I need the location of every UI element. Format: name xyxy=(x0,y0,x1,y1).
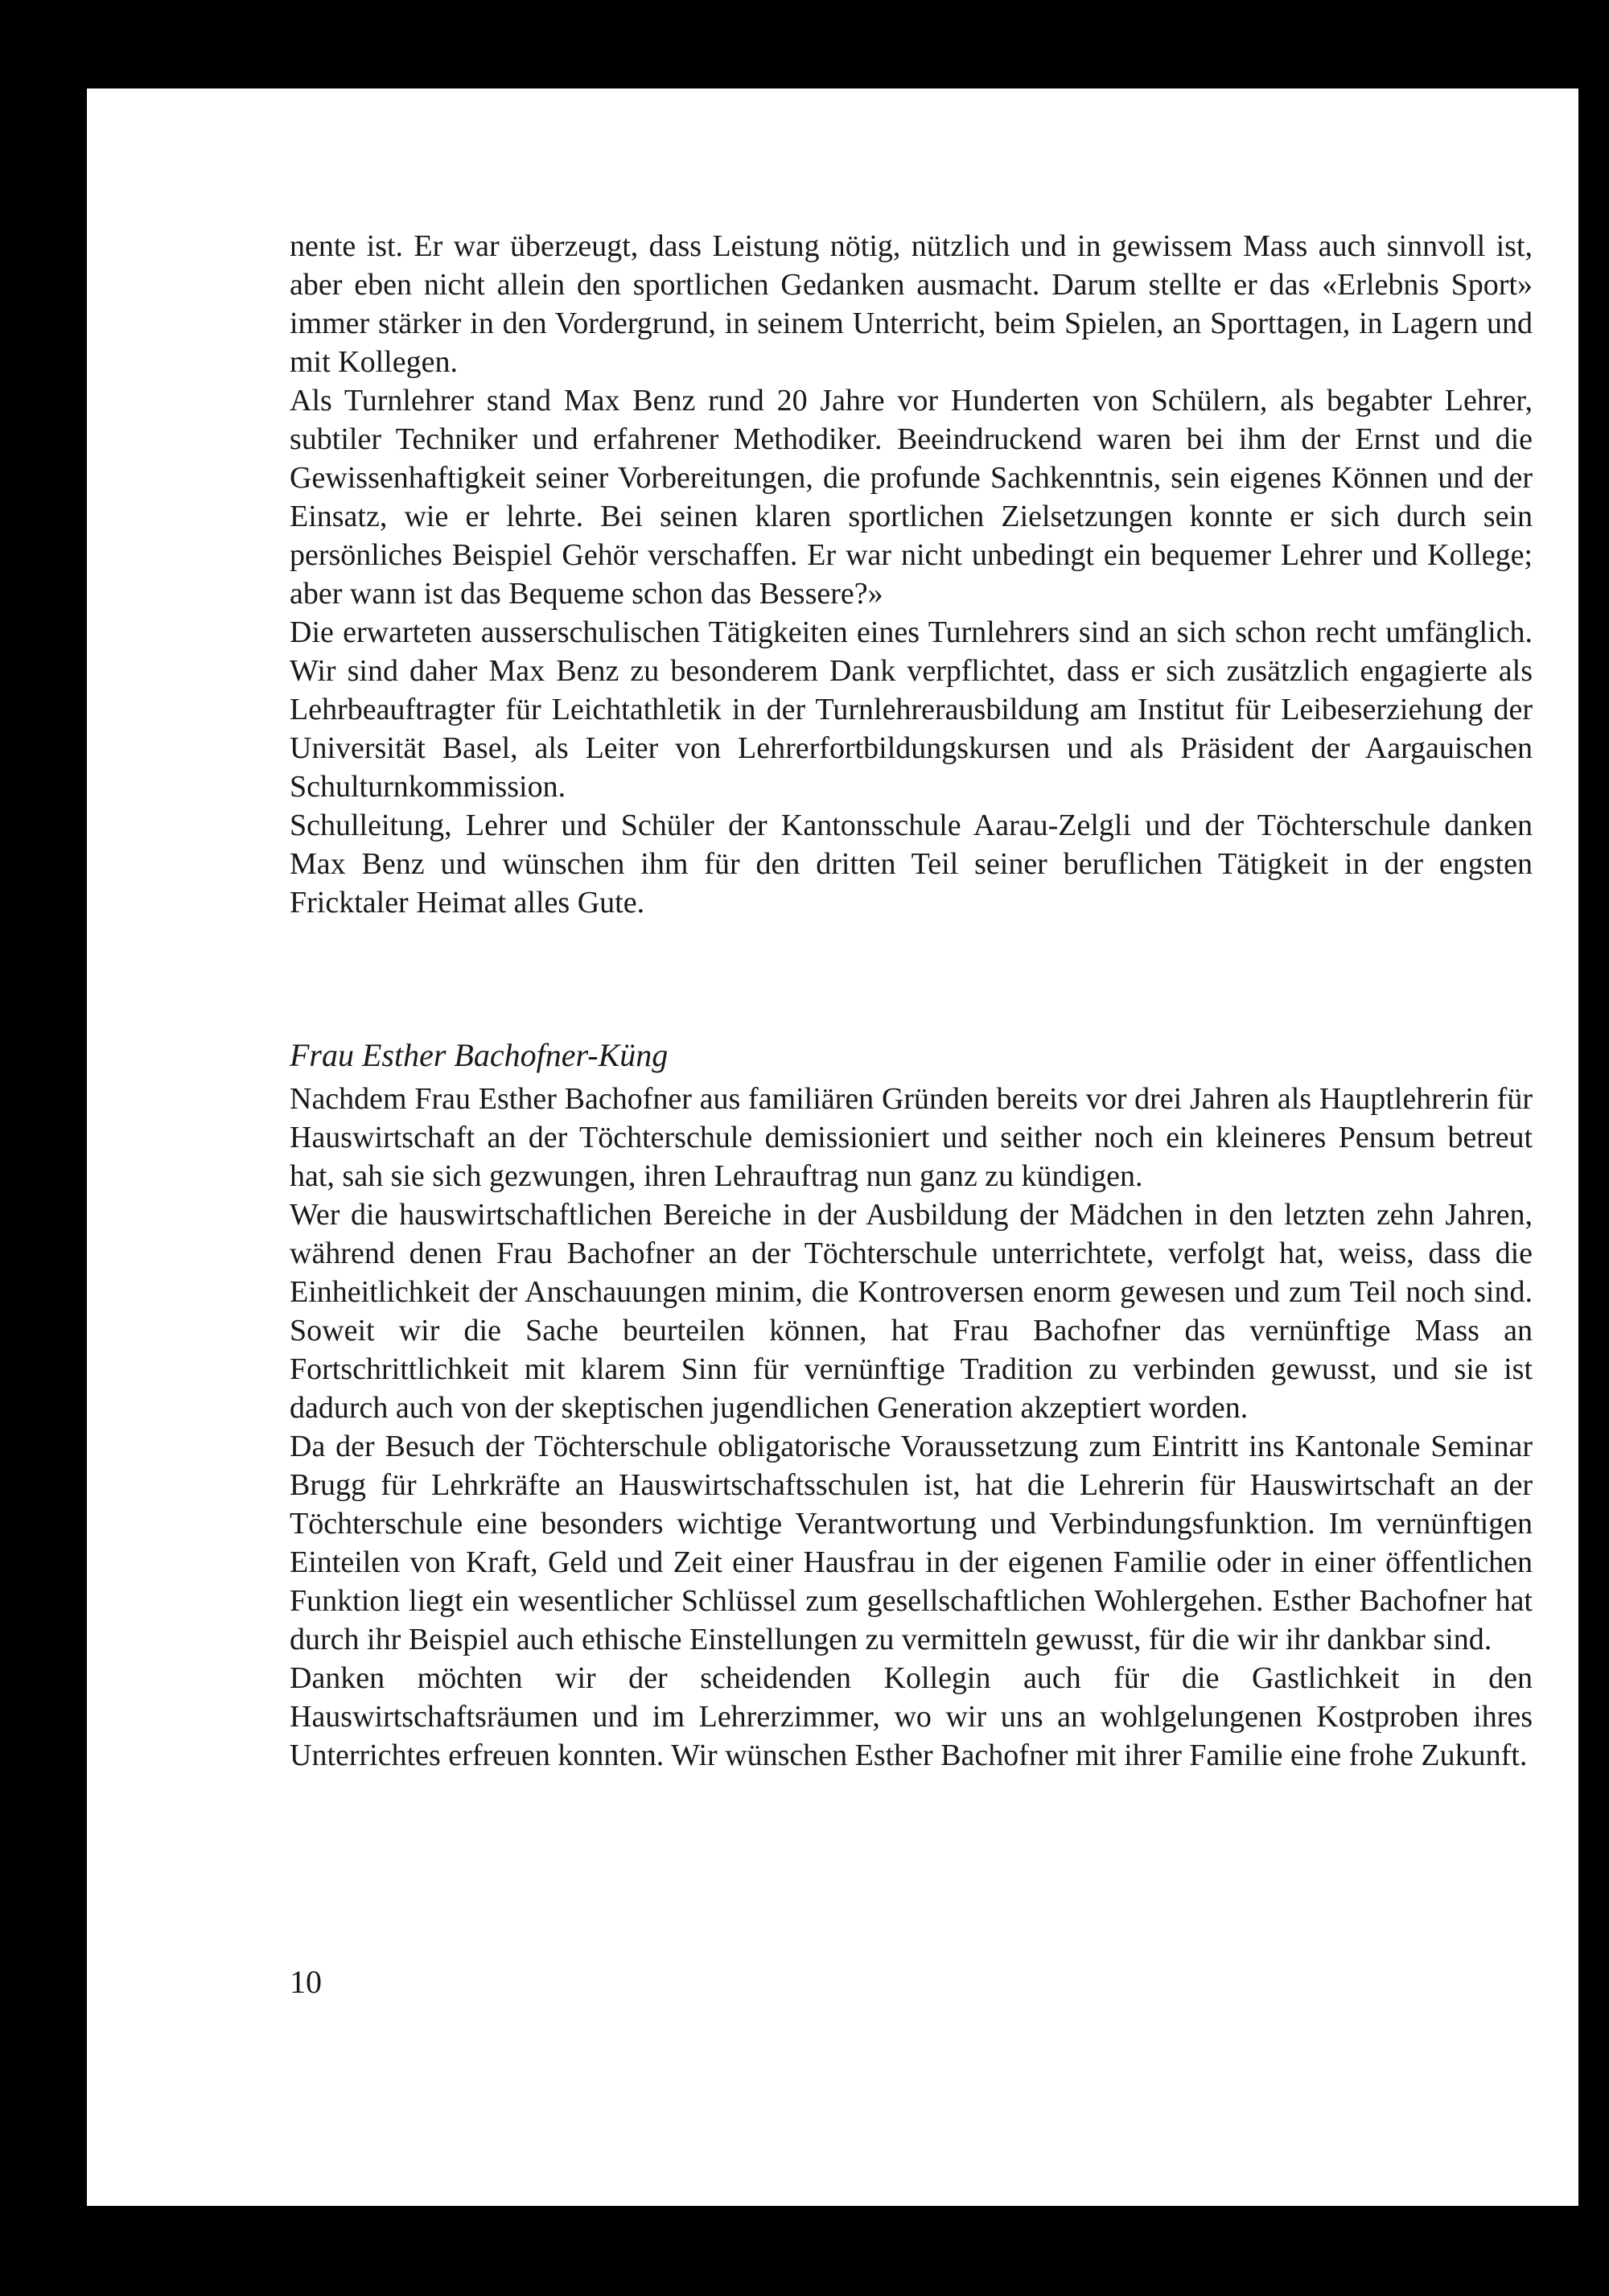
paragraph: Da der Besuch der Töchterschule obligatorische Voraussetzung zum Eintritt ins Kantonale Seminar Brugg für Lehrkräfte an Hauswirtschaftsschulen ist, hat die Lehrerin für Hauswirtschaft an der Töchterschule eine besonders wichtige Verantwortung und Verbindungsfunktion. Im vernünftigen Einteilen von Kraft, Geld und Zeit einer Hausfrau in der eigenen Familie oder in einer öffentlichen Funktion liegt ein wesentlicher Schlüssel zum gesellschaftlichen Wohlergehen. Esther Bachofner hat durch ihr Beispiel auch ethische Einstellungen zu vermitteln gewusst, für die wir ihr dankbar sind. xyxy=(290,1430,1533,1656)
paragraph: Nachdem Frau Esther Bachofner aus familiären Gründen bereits vor drei Jahren als Hauptlehrerin für Hauswirtschaft an der Töchterschule demissioniert und seither noch ein kleineres Pensum betreut hat, sah sie sich gezwungen, ihren Lehrauftrag nun ganz zu kündigen. xyxy=(290,1082,1533,1193)
paragraph: Die erwarteten ausserschulischen Tätigkeiten eines Turnlehrers sind an sich schon recht umfänglich. Wir sind daher Max Benz zu besonderem Dank verpflichtet, dass er sich zusätzlich engagierte als Lehrbeauftragter für Leichtathletik in der Turnlehrerausbildung am Institut für Leibeserziehung der Universität Basel, als Leiter von Lehrerfortbildungskursen und als Präsident der Aargauischen Schulturnkommission. xyxy=(290,615,1533,804)
section-esther-bachofner xyxy=(290,1080,1533,1775)
paragraph: nente ist. Er war überzeugt, dass Leistung nötig, nützlich und in gewissem Mass auch sinnvoll ist, aber eben nicht allein den sportlichen Gedanken ausmacht. Darum stellte er das «Erlebnis Sport» immer stärker in den Vordergrund, in seinem Unterricht, beim Spielen, an Sporttagen, in Lagern und mit Kollegen. xyxy=(290,229,1533,379)
document-page xyxy=(87,88,1578,2206)
page-number: 10 xyxy=(290,1964,322,2000)
paragraph: Danken möchten wir der scheidenden Kollegin auch für die Gastlichkeit in den Hauswirtschaftsräumen und im Lehrerzimmer, wo wir uns an wohlgelungenen Kostproben ihres Unterrichtes erfreuen konnten. Wir wünschen Esther Bachofner mit ihrer Familie eine frohe Zukunft. xyxy=(290,1661,1533,1772)
paragraph: Als Turnlehrer stand Max Benz rund 20 Jahre vor Hunderten von Schülern, als begabter Lehrer, subtiler Techniker und erfahrener Methodiker. Beeindruckend waren bei ihm der Ernst und die Gewissenhaftigkeit seiner Vorbereitungen, die profunde Sachkenntnis, sein eigenes Können und der Einsatz, wie er lehrte. Bei seinen klaren sportlichen Zielsetzungen konnte er sich durch sein persönliches Beispiel Gehör verschaffen. Er war nicht unbedingt ein bequemer Lehrer und Kollege; aber wann ist das Bequeme schon das Bessere?» xyxy=(290,384,1533,611)
paragraph: Schulleitung, Lehrer und Schüler der Kantonsschule Aarau-Zelgli und der Töchterschule danken Max Benz und wünschen ihm für den dritten Teil seiner beruflichen Tätigkeit in der engsten Fricktaler Heimat alles Gute. xyxy=(290,809,1533,920)
paragraph: Wer die hauswirtschaftlichen Bereiche in der Ausbildung der Mädchen in den letzten zehn Jahren, während denen Frau Bachofner an der Töchterschule unterrichtete, verfolgt hat, weiss, dass die Einheitlichkeit der Anschauungen minim, die Kontroversen enorm gewesen und zum Teil noch sind. Soweit wir die Sache beurteilen können, hat Frau Bachofner das vernünftige Mass an Fortschrittlichkeit mit klarem Sinn für vernünftige Tradition zu verbinden gewusst, und sie ist dadurch auch von der skeptischen jugendlichen Generation akzeptiert worden. xyxy=(290,1198,1533,1425)
section-heading: Frau Esther Bachofner-Küng xyxy=(290,1037,669,1073)
section-max-benz xyxy=(290,227,1533,922)
